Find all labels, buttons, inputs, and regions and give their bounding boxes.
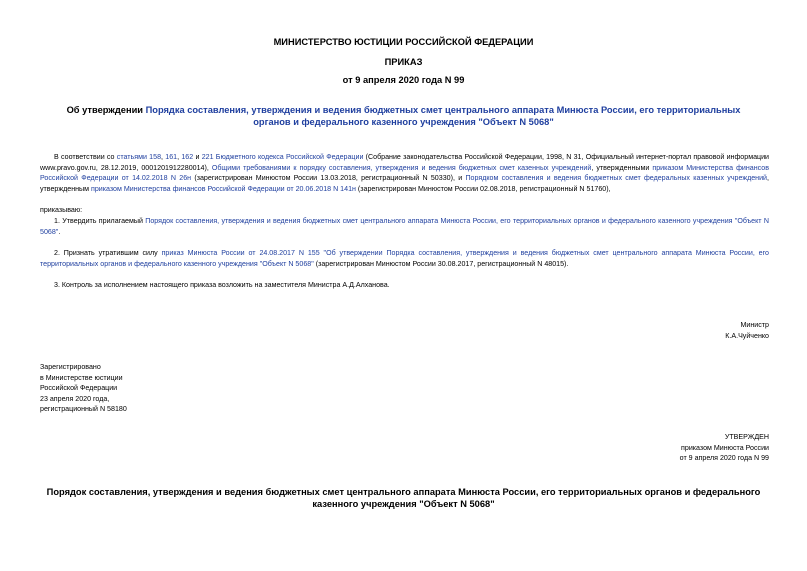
link-article-158[interactable]: статьями 158 xyxy=(116,153,162,161)
approved-block xyxy=(680,432,769,464)
link-article-161[interactable]: 161 xyxy=(165,153,178,161)
item-3-paragraph: 3. Контроль за исполнением настоящего приказа возложить на заместителя Министра А.Д.Алханова. xyxy=(54,281,390,289)
link-article-162[interactable]: 162 xyxy=(181,153,194,161)
text-span: , xyxy=(161,153,166,161)
doc-type-heading: ПРИКАЗ xyxy=(384,57,423,67)
approved-line: УТВЕРЖДЕН xyxy=(724,433,769,441)
registration-block xyxy=(40,362,127,415)
text-span: . xyxy=(58,227,61,236)
text-span: , утвержденным xyxy=(40,174,769,193)
link-approved-procedure[interactable]: Порядок составления, утверждения и ведения бюджетных смет центрального аппарата Минюста России, его территориальных органов и федерального казенного учреждения "Объект N 5068" xyxy=(40,217,769,236)
link-minfin-order-141n[interactable]: приказом Министерства финансов Российской Федерации от 20.06.2018 N 141н xyxy=(91,184,356,193)
text-span: 1. Утвердить прилагаемый xyxy=(54,217,146,225)
text-span: 2. Признать утратившим силу xyxy=(54,249,162,257)
appendix-title: Порядок составления, утверждения и ведения бюджетных смет центрального аппарата Минюста России, его территориальных органов и федерального казенного учреждения "Объект N 5068" xyxy=(46,487,761,509)
link-minfin-order-26n[interactable]: приказом Министерства финансов Российской Федерации от 14.02.2018 N 26н xyxy=(40,163,770,183)
link-budget-procedure[interactable]: Порядком составления и ведения бюджетных смет федеральных казенных учреждений xyxy=(465,174,767,183)
approved-line: от 9 апреля 2020 года N 99 xyxy=(679,454,769,463)
order-title-prefix: Об утверждении xyxy=(66,105,146,115)
order-title xyxy=(52,104,755,128)
registration-line: в Министерстве юстиции xyxy=(40,373,123,382)
item-2-paragraph xyxy=(40,248,769,269)
text-span: (зарегистрирован Минюстом России 30.08.2017, регистрационный N 48015). xyxy=(313,259,569,268)
signature-block xyxy=(725,320,769,341)
signature-name: К.А.Чуйченко xyxy=(725,331,769,340)
text-span: , утвержденными xyxy=(591,163,653,172)
ministry-heading: МИНИСТЕРСТВО ЮСТИЦИИ РОССИЙСКОЙ ФЕДЕРАЦИИ xyxy=(273,37,534,47)
link-repealed-order[interactable]: приказ Минюста России от 24.08.2017 N 155 "Об утверждении Порядка составления, утверждения и ведения бюджетных смет центрального аппарата Минюста России, его территориальных органов и федерального казенного учреждения "Объект N 5068" xyxy=(40,249,769,268)
registration-line: Российской Федерации xyxy=(40,384,118,393)
item-1-paragraph xyxy=(40,216,769,237)
order-word: приказываю: xyxy=(40,206,83,214)
preamble-paragraph xyxy=(40,152,769,194)
link-budget-code[interactable]: 221 Бюджетного кодекса Российской Федерации xyxy=(201,153,364,161)
text-span: , xyxy=(177,153,182,161)
text-span: (Собрание законодательства Российской Федерации, 1998, N 31, Официальный интернет-портал правовой информации www.pravo.gov.ru, 28.12.2019, 0001201912280014), xyxy=(40,153,770,172)
text-span: (зарегистрирован Минюстом России 02.08.2018, регистрационный N 51760), xyxy=(355,184,611,193)
text-span: (зарегистрирован Минюстом России 13.03.2018, регистрационный N 50330), и xyxy=(191,174,466,183)
registration-line: регистрационный N 58180 xyxy=(40,405,127,414)
approved-line: приказом Минюста России xyxy=(681,443,769,452)
text-span: В соответствии со xyxy=(54,153,117,161)
order-title-link[interactable]: Порядка составления, утверждения и ведения бюджетных смет центрального аппарата Минюста России, его территориальных органов и федерального казенного учреждения "Объект N 5068" xyxy=(145,105,741,127)
link-general-requirements[interactable]: Общими требованиями к порядку составления, утверждения и ведения бюджетных смет казенных учреждений xyxy=(211,163,592,172)
order-date-number: от 9 апреля 2020 года N 99 xyxy=(342,75,465,85)
registration-line: Зарегистрировано xyxy=(40,363,101,371)
registration-line: 23 апреля 2020 года, xyxy=(40,394,110,403)
signature-position: Министр xyxy=(740,321,769,329)
text-span: и xyxy=(193,153,202,161)
